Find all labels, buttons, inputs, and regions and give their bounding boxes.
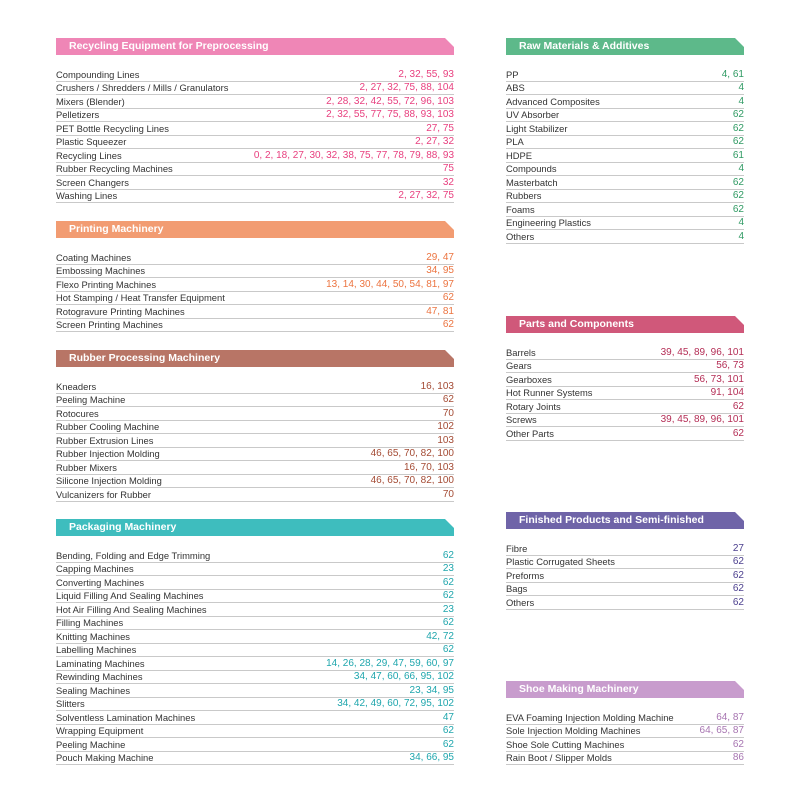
index-entry-pages: 56, 73, 101 <box>693 373 744 385</box>
index-entry-name: Engineering Plastics <box>506 217 591 228</box>
index-entry-pages: 62 <box>732 596 744 608</box>
index-list <box>56 68 454 203</box>
index-entry-pages: 62 <box>442 725 454 736</box>
index-entry-name: PLA <box>506 136 524 147</box>
index-entry-pages: 62 <box>732 136 744 147</box>
index-row <box>56 109 454 123</box>
index-list <box>506 711 744 765</box>
index-entry-name: Compounding Lines <box>56 68 140 80</box>
index-row <box>506 346 744 360</box>
index-row <box>56 434 454 448</box>
index-row <box>56 149 454 163</box>
index-entry-pages: 46, 65, 70, 82, 100 <box>370 475 454 486</box>
index-row <box>56 82 454 96</box>
index-row <box>506 68 744 82</box>
index-entry-name: Rewinding Machines <box>56 671 143 682</box>
index-row <box>56 122 454 136</box>
section-title: Recycling Equipment for Preprocessing <box>56 38 454 55</box>
index-entry-pages: 70 <box>442 488 454 500</box>
index-entry-name: Other Parts <box>506 427 554 439</box>
index-entry-name: Silicone Injection Molding <box>56 475 162 486</box>
index-row <box>506 230 744 244</box>
index-row <box>506 95 744 109</box>
index-row <box>56 725 454 739</box>
index-entry-name: Laminating Machines <box>56 657 145 669</box>
index-row <box>56 475 454 489</box>
index-row <box>56 630 454 644</box>
index-row <box>506 556 744 570</box>
index-entry-pages: 62 <box>442 738 454 750</box>
index-entry-pages: 62 <box>732 400 744 412</box>
index-row <box>56 563 454 577</box>
index-entry-pages: 62 <box>732 176 744 188</box>
index-entry-pages: 103 <box>437 434 454 446</box>
index-entry-name: Preforms <box>506 569 545 581</box>
index-row <box>506 149 744 163</box>
index-entry-name: Rubbers <box>506 190 542 201</box>
index-row <box>506 360 744 374</box>
index-row <box>56 95 454 109</box>
section-rubber-processing <box>56 350 454 502</box>
index-entry-pages: 27 <box>732 542 744 554</box>
index-row <box>56 488 454 502</box>
index-entry-name: Shoe Sole Cutting Machines <box>506 738 625 750</box>
index-entry-name: Peeling Machine <box>56 738 126 750</box>
index-entry-name: Foams <box>506 203 535 215</box>
index-row <box>56 176 454 190</box>
index-row <box>56 711 454 725</box>
index-entry-name: Recycling Lines <box>56 149 122 161</box>
index-entry-name: Bending, Folding and Edge Trimming <box>56 549 211 561</box>
section-shoe-making <box>506 681 744 765</box>
index-entry-name: Screen Printing Machines <box>56 319 163 330</box>
index-list <box>506 346 744 441</box>
index-row <box>56 738 454 752</box>
index-entry-pages: 102 <box>437 421 454 432</box>
index-entry-name: Liquid Filling And Sealing Machines <box>56 590 204 601</box>
index-row <box>506 217 744 231</box>
index-entry-pages: 47 <box>442 711 454 723</box>
index-entry-pages: 62 <box>732 203 744 215</box>
index-entry-pages: 23 <box>442 603 454 615</box>
index-entry-name: HDPE <box>506 149 533 161</box>
index-row <box>506 203 744 217</box>
index-entry-name: EVA Foaming Injection Molding Machine <box>506 711 674 723</box>
index-list <box>506 68 744 244</box>
index-entry-pages: 34, 47, 60, 66, 95, 102 <box>353 671 454 682</box>
index-entry-pages: 2, 27, 32 <box>415 136 454 147</box>
index-row <box>506 190 744 204</box>
index-entry-name: Pouch Making Machine <box>56 752 154 763</box>
index-entry-pages: 91, 104 <box>710 387 744 398</box>
index-row <box>56 576 454 590</box>
index-row <box>56 163 454 177</box>
index-entry-pages: 47, 81 <box>426 305 454 317</box>
index-entry-pages: 62 <box>732 109 744 120</box>
index-row <box>56 421 454 435</box>
section-raw-materials <box>506 38 744 244</box>
index-row <box>56 305 454 319</box>
index-row <box>56 407 454 421</box>
index-row <box>506 176 744 190</box>
index-row <box>56 603 454 617</box>
index-entry-pages: 4 <box>738 217 744 228</box>
index-entry-name: Converting Machines <box>56 576 145 588</box>
index-entry-name: ABS <box>506 82 525 93</box>
index-entry-name: Coating Machines <box>56 251 132 263</box>
index-row <box>56 644 454 658</box>
index-row <box>56 752 454 766</box>
index-entry-name: Slitters <box>56 698 85 709</box>
index-row <box>56 461 454 475</box>
index-entry-pages: 4 <box>738 163 744 174</box>
index-entry-name: Filling Machines <box>56 617 124 628</box>
index-row <box>56 671 454 685</box>
index-entry-pages: 34, 95 <box>426 265 454 276</box>
index-entry-name: Kneaders <box>56 380 97 392</box>
index-entry-name: Others <box>506 230 535 242</box>
index-row <box>56 251 454 265</box>
index-list <box>56 380 454 502</box>
section-title: Packaging Machinery <box>56 519 454 536</box>
index-entry-pages: 62 <box>732 583 744 594</box>
index-entry-pages: 61 <box>732 149 744 161</box>
index-row <box>506 122 744 136</box>
index-entry-name: Vulcanizers for Rubber <box>56 488 152 500</box>
index-row <box>506 711 744 725</box>
index-entry-name: Plastic Corrugated Sheets <box>506 556 615 567</box>
section-title: Parts and Components <box>506 316 744 333</box>
index-entry-name: Solventless Lamination Machines <box>56 711 196 723</box>
section-finished-products <box>506 512 744 610</box>
index-entry-name: Rubber Recycling Machines <box>56 163 173 174</box>
index-row <box>506 738 744 752</box>
index-row <box>506 596 744 610</box>
index-entry-name: Pelletizers <box>56 109 100 120</box>
index-entry-pages: 2, 27, 32, 75 <box>398 190 454 201</box>
index-entry-pages: 29, 47 <box>426 251 454 263</box>
index-entry-pages: 16, 103 <box>420 380 454 392</box>
index-entry-name: PET Bottle Recycling Lines <box>56 122 169 134</box>
index-entry-pages: 4 <box>738 230 744 242</box>
index-entry-name: Screen Changers <box>56 176 129 188</box>
index-row <box>506 387 744 401</box>
index-entry-name: Advanced Composites <box>506 95 600 107</box>
index-row <box>506 400 744 414</box>
index-entry-pages: 86 <box>732 752 744 763</box>
index-entry-name: Rotocures <box>56 407 99 419</box>
index-row <box>56 698 454 712</box>
index-row <box>506 414 744 428</box>
index-row <box>506 725 744 739</box>
section-title: Rubber Processing Machinery <box>56 350 454 367</box>
index-row <box>506 427 744 441</box>
index-entry-pages: 62 <box>442 576 454 588</box>
index-row <box>506 752 744 766</box>
index-entry-name: Crushers / Shredders / Mills / Granulators <box>56 82 229 93</box>
index-entry-pages: 46, 65, 70, 82, 100 <box>370 448 454 459</box>
index-entry-name: Hot Air Filling And Sealing Machines <box>56 603 207 615</box>
index-row <box>56 549 454 563</box>
index-row <box>56 394 454 408</box>
index-entry-name: Light Stabilizer <box>506 122 568 134</box>
index-entry-pages: 39, 45, 89, 96, 101 <box>660 346 744 358</box>
index-entry-name: Rubber Mixers <box>56 461 117 473</box>
index-list <box>506 542 744 610</box>
index-entry-pages: 42, 72 <box>426 630 454 642</box>
index-entry-pages: 62 <box>732 190 744 201</box>
index-entry-pages: 62 <box>732 122 744 134</box>
index-row <box>506 109 744 123</box>
section-title: Shoe Making Machinery <box>506 681 744 698</box>
index-entry-pages: 62 <box>442 292 454 303</box>
index-entry-pages: 64, 87 <box>716 711 744 723</box>
index-entry-name: Hot Stamping / Heat Transfer Equipment <box>56 292 225 303</box>
section-parts-components <box>506 316 744 441</box>
section-printing-machinery <box>56 221 454 332</box>
index-entry-name: PP <box>506 68 519 80</box>
index-entry-pages: 62 <box>732 738 744 750</box>
section-title: Raw Materials & Additives <box>506 38 744 55</box>
index-entry-name: Knitting Machines <box>56 630 130 642</box>
index-entry-name: Plastic Squeezer <box>56 136 127 147</box>
index-entry-name: Mixers (Blender) <box>56 95 125 107</box>
index-entry-pages: 39, 45, 89, 96, 101 <box>660 414 744 425</box>
index-entry-name: Embossing Machines <box>56 265 146 276</box>
index-entry-pages: 32 <box>442 176 454 188</box>
index-entry-name: Sealing Machines <box>56 684 131 696</box>
index-entry-name: Peeling Machine <box>56 394 126 405</box>
index-entry-pages: 4 <box>738 82 744 93</box>
index-entry-pages: 62 <box>442 617 454 628</box>
index-entry-pages: 13, 14, 30, 44, 50, 54, 81, 97 <box>326 278 454 290</box>
index-entry-pages: 2, 32, 55, 93 <box>398 68 454 80</box>
index-entry-pages: 62 <box>732 556 744 567</box>
index-entry-name: Fibre <box>506 542 528 554</box>
index-entry-name: Compounds <box>506 163 557 174</box>
index-entry-pages: 0, 2, 18, 27, 30, 32, 38, 75, 77, 78, 79, 88, 93 <box>253 149 454 161</box>
index-entry-name: Screws <box>506 414 537 425</box>
index-entry-name: Masterbatch <box>506 176 558 188</box>
index-entry-pages: 16, 70, 103 <box>403 461 454 473</box>
index-row <box>56 319 454 333</box>
index-entry-pages: 2, 28, 32, 42, 55, 72, 96, 103 <box>326 95 454 107</box>
section-title: Printing Machinery <box>56 221 454 238</box>
index-entry-name: Rotary Joints <box>506 400 561 412</box>
index-row <box>56 68 454 82</box>
index-entry-name: Gearboxes <box>506 373 552 385</box>
index-row <box>506 373 744 387</box>
index-row <box>56 278 454 292</box>
index-row <box>56 380 454 394</box>
index-entry-pages: 34, 66, 95 <box>409 752 454 763</box>
section-packaging-machinery <box>56 519 454 765</box>
index-row <box>56 292 454 306</box>
index-entry-name: Hot Runner Systems <box>506 387 593 398</box>
index-row <box>56 190 454 204</box>
index-entry-pages: 14, 26, 28, 29, 47, 59, 60, 97 <box>326 657 454 669</box>
index-entry-pages: 2, 27, 32, 75, 88, 104 <box>359 82 454 93</box>
index-row <box>56 590 454 604</box>
index-row <box>56 265 454 279</box>
index-entry-pages: 23, 34, 95 <box>409 684 454 696</box>
index-entry-pages: 4 <box>738 95 744 107</box>
index-entry-name: Capping Machines <box>56 563 134 574</box>
index-entry-name: Rain Boot / Slipper Molds <box>506 752 612 763</box>
index-entry-pages: 62 <box>442 590 454 601</box>
index-entry-name: Labelling Machines <box>56 644 137 655</box>
index-entry-pages: 62 <box>732 569 744 581</box>
index-row <box>506 583 744 597</box>
index-entry-name: Rubber Injection Molding <box>56 448 160 459</box>
index-entry-pages: 75 <box>442 163 454 174</box>
index-entry-name: Bags <box>506 583 528 594</box>
index-entry-pages: 62 <box>442 549 454 561</box>
index-list <box>56 251 454 332</box>
index-entry-name: UV Absorber <box>506 109 560 120</box>
index-entry-pages: 56, 73 <box>716 360 744 371</box>
index-entry-pages: 64, 65, 87 <box>699 725 744 736</box>
index-entry-name: Flexo Printing Machines <box>56 278 157 290</box>
index-entry-pages: 2, 32, 55, 77, 75, 88, 93, 103 <box>326 109 454 120</box>
index-entry-pages: 23 <box>442 563 454 574</box>
index-row <box>506 569 744 583</box>
index-row <box>56 136 454 150</box>
index-entry-pages: 27, 75 <box>426 122 454 134</box>
index-entry-pages: 4, 61 <box>721 68 744 80</box>
index-entry-name: Barrels <box>506 346 536 358</box>
index-entry-pages: 62 <box>442 644 454 655</box>
index-entry-name: Rubber Extrusion Lines <box>56 434 154 446</box>
index-list <box>56 549 454 765</box>
index-entry-name: Wrapping Equipment <box>56 725 144 736</box>
section-recycling-equipment <box>56 38 454 203</box>
index-entry-pages: 70 <box>442 407 454 419</box>
index-row <box>56 657 454 671</box>
index-entry-name: Gears <box>506 360 532 371</box>
index-entry-pages: 34, 42, 49, 60, 72, 95, 102 <box>337 698 454 709</box>
index-entry-name: Others <box>506 596 535 608</box>
index-entry-name: Washing Lines <box>56 190 118 201</box>
index-entry-pages: 62 <box>442 394 454 405</box>
index-row <box>506 82 744 96</box>
index-entry-pages: 62 <box>732 427 744 439</box>
index-entry-pages: 62 <box>442 319 454 330</box>
index-row <box>56 617 454 631</box>
index-row <box>56 448 454 462</box>
index-entry-name: Sole Injection Molding Machines <box>506 725 641 736</box>
index-row <box>56 684 454 698</box>
index-row <box>506 136 744 150</box>
section-title: Finished Products and Semi-finished Products <box>506 512 744 529</box>
index-entry-name: Rotogravure Printing Machines <box>56 305 185 317</box>
index-row <box>506 163 744 177</box>
index-entry-name: Rubber Cooling Machine <box>56 421 160 432</box>
